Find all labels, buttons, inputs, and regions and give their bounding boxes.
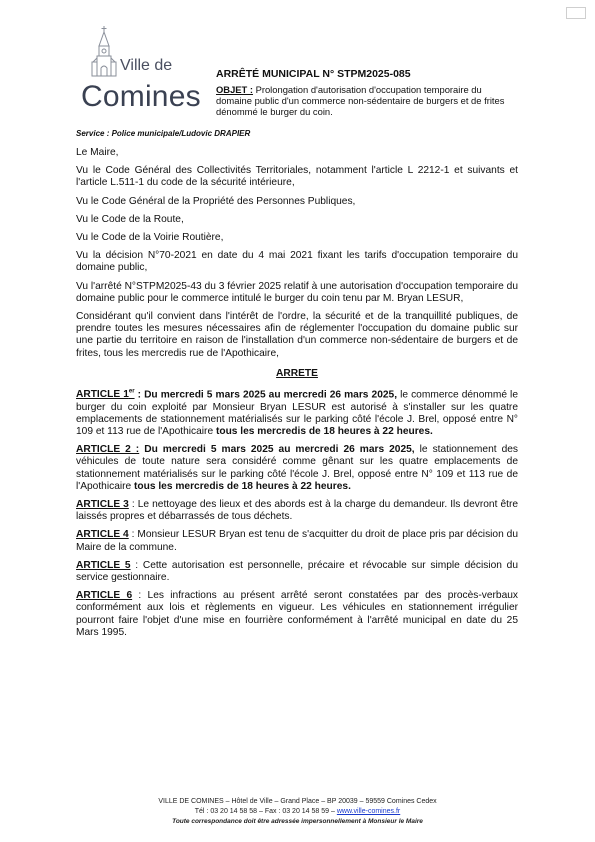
article-2-dates: Du mercredi 5 mars 2025 au mercredi 26 mars 2025, <box>139 444 415 456</box>
subject-label: OBJET : <box>216 84 253 95</box>
considerant-paragraph: Considérant qu'il convient dans l'intérêt de l'ordre, la sécurité et de la tranquillité publiques, de prendre toutes les mesures nécessaires afin de réglementer l'occupation du domaine public sur une partie du territoire en raison de l'installation d'un commerce non-sédentaire de burgers et de frites, tous les mercredis rue de l'Apothicaire, <box>76 311 518 359</box>
document-body <box>76 147 518 645</box>
footer-website-link[interactable]: www.ville-comines.fr <box>336 808 401 815</box>
article-1-colon: : <box>134 389 145 401</box>
footer-note: Toute correspondance doit être adressée impersonnellement à Monsieur le Maire <box>172 818 423 825</box>
comines-logo <box>76 26 201 113</box>
article-2-hours: tous les mercredis de 18 heures à 22 heures. <box>134 480 351 492</box>
subject-text: Prolongation d'autorisation d'occupation temporaire du domaine public d'un commerce non-sédentaire de burgers et de frites dénommé le burger du coin. <box>216 84 505 117</box>
footer-address: VILLE DE COMINES – Hôtel de Ville – Grand Place – BP 20039 – 59559 Comines Cedex <box>158 798 437 805</box>
vu-paragraph-6: Vu l'arrêté N°STPM2025-43 du 3 février 2025 relatif à une autorisation d'occupation temporaire du domaine public pour le commerce intitulé le burger du coin tenu par M. Bryan LESUR, <box>76 280 518 304</box>
footer-contact <box>60 807 535 817</box>
article-2 <box>76 444 518 493</box>
article-1 <box>76 386 518 438</box>
article-1-label: ARTICLE 1er <box>76 389 135 401</box>
article-2-label: ARTICLE 2 : <box>76 444 140 456</box>
church-icon <box>90 26 120 78</box>
article-5 <box>76 560 518 584</box>
article-6 <box>76 590 518 639</box>
logo-comines-text: Comines <box>81 80 201 113</box>
article-6-label: ARTICLE 6 <box>76 590 133 602</box>
article-5-text: : Cette autorisation est personnelle, précaire et révocable sur simple décision du service gestionnaire. <box>76 559 519 584</box>
article-2-text: le stationnement des véhicules de toute nature sera considéré comme gênant sur les quatre emplacements de stationnement matérialisés sur le parking côté l'école J. Brel, opposé entre N° 109 et 113 rue de l'Apothicaire <box>76 444 518 492</box>
vu-paragraph-3: Vu le Code de la Route, <box>76 213 184 225</box>
service-line: Service : Police municipale/Ludovic DRAPIER <box>76 129 251 138</box>
vu-paragraph-4: Vu le Code de la Voirie Routière, <box>76 232 224 244</box>
article-1-superscript: er <box>128 389 135 396</box>
article-3-label: ARTICLE 3 <box>76 499 129 511</box>
article-3-text: : Le nettoyage des lieux et des abords est à la charge du demandeur. Ils devront être laissés propres et débarrassés de tous déchets. <box>76 499 518 523</box>
document-title: ARRÊTÉ MUNICIPAL N° STPM2025-085 <box>216 68 411 80</box>
page-corner-mark <box>566 7 586 19</box>
vu-paragraph-1: Vu le Code Général des Collectivités Territoriales, notamment l'article L 2212-1 et suivants et l'article L.511-1 du code de la sécurité intérieure, <box>76 165 518 189</box>
article-1-dates: Du mercredi 5 mars 2025 au mercredi 26 mars 2025, <box>144 389 398 401</box>
article-4 <box>76 529 518 553</box>
article-3 <box>76 499 518 523</box>
document-subject <box>216 84 516 117</box>
article-4-label: ARTICLE 4 <box>76 529 129 541</box>
page-footer <box>60 797 535 827</box>
vu-paragraph-5: Vu la décision N°70-2021 en date du 4 mai 2021 fixant les tarifs d'occupation temporaire du domaine public, <box>76 250 518 274</box>
arrete-heading: ARRETE <box>276 367 318 379</box>
article-1-text: le commerce dénommé le burger du coin exploité par Monsieur Bryan LESUR est autorisé à s'installer sur les quatre emplacements de stationnement matérialisés sur le parking côté l'école J. Brel, opposé entre N° 109 et 113 rue de l'Apothicaire <box>76 389 518 438</box>
article-6-text: : Les infractions au présent arrêté seront constatées par des procès-verbaux conformément aux lois et règlements en vigueur. Les véhicules en stationnement irrégulier pourront faire l'objet d'une mise en fourrière conformément à l'arrêté municipal en date du 25 Mars 1995. <box>76 590 519 638</box>
article-1-hours: tous les mercredis de 18 heures à 22 heures. <box>215 426 433 438</box>
vu-paragraph-2: Vu le Code Général de la Propriété des Personnes Publiques, <box>76 195 356 207</box>
document-header <box>216 68 516 117</box>
intro-paragraph: Le Maire, <box>76 147 119 158</box>
article-4-text: : Monsieur LESUR Bryan est tenu de s'acquitter du droit de place pris par décision du Maire de la commune. <box>76 529 518 553</box>
logo-ville-text: Ville de <box>120 57 173 74</box>
article-5-label: ARTICLE 5 <box>76 559 131 571</box>
footer-phone-fax: Tél : 03 20 14 58 58 – Fax : 03 20 14 58 59 – <box>194 808 337 815</box>
